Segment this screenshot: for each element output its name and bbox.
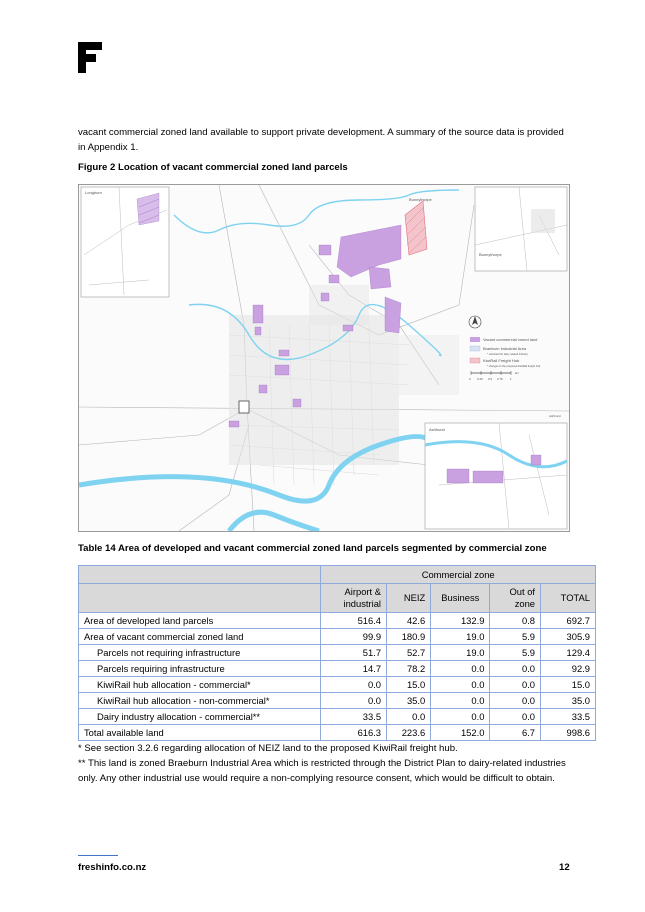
col-header-neiz: NEIZ: [387, 584, 431, 613]
inset-label-longburn: Longburn: [85, 190, 102, 195]
legend-label-vacant: Vacant commercial zoned land: [483, 337, 538, 342]
cell-value: 692.7: [541, 613, 596, 629]
table-group-header-row: [79, 566, 596, 584]
cell-value: 15.0: [387, 677, 431, 693]
cell-value: 42.6: [387, 613, 431, 629]
cell-value: 0.0: [431, 709, 490, 725]
inset-label-ashhurst: Ashhurst: [429, 427, 445, 432]
scale-label-4: 1: [510, 377, 512, 381]
cell-value: 129.4: [541, 645, 596, 661]
col-header-total: TOTAL: [541, 584, 596, 613]
cell-value: 132.9: [431, 613, 490, 629]
map-label-bunnythorpe: Bunnythorpe: [409, 197, 432, 202]
map-legend: [469, 337, 541, 381]
cell-value: 0.0: [490, 661, 541, 677]
commercial-land-table: [78, 565, 596, 741]
map-label-ashhurst-road: Ashhurst: [549, 414, 561, 418]
commercial-zone-header: Commercial zone: [321, 566, 596, 584]
scale-label-2: 0.5: [488, 377, 493, 381]
table-row: [79, 725, 596, 741]
scale-unit: km: [515, 371, 519, 375]
row-label: KiwiRail hub allocation - commercial*: [79, 677, 321, 693]
table-row: [79, 693, 596, 709]
table-caption: Table 14 Area of developed and vacant commercial zoned land parcels segmented by commercial zone: [78, 543, 547, 554]
table-column-header-row: [79, 584, 596, 613]
cell-value: 223.6: [387, 725, 431, 741]
cell-value: 19.0: [431, 645, 490, 661]
cell-value: 0.0: [321, 693, 387, 709]
cell-value: 516.4: [321, 613, 387, 629]
cell-value: 6.7: [490, 725, 541, 741]
table-row: [79, 613, 596, 629]
cell-value: 0.0: [490, 709, 541, 725]
scale-label-3: 0.75: [497, 377, 503, 381]
col-header-business: Business: [431, 584, 490, 613]
footer-rule: [78, 855, 118, 856]
table-row: [79, 645, 596, 661]
cell-value: 0.0: [431, 661, 490, 677]
cell-value: 5.9: [490, 645, 541, 661]
note-neiz: * See section 3.2.6 regarding allocation of NEIZ land to the proposed KiwiRail freight hub.: [78, 743, 458, 754]
cell-value: 305.9: [541, 629, 596, 645]
header-blank-cell: [79, 584, 321, 613]
scale-bar: [469, 371, 520, 381]
vacant-land-map: [78, 184, 570, 532]
cell-value: 0.0: [431, 693, 490, 709]
cell-value: 0.0: [490, 677, 541, 693]
map-canvas: [79, 185, 569, 531]
scale-label-0: 0: [469, 377, 471, 381]
row-label: Total available land: [79, 725, 321, 741]
cell-value: 33.5: [541, 709, 596, 725]
cell-value: 152.0: [431, 725, 490, 741]
row-label: Parcels requiring infrastructure: [79, 661, 321, 677]
table-row: [79, 629, 596, 645]
cell-value: 180.9: [387, 629, 431, 645]
figure-caption: Figure 2 Location of vacant commercial zoned land parcels: [78, 162, 348, 173]
legend-label-braeburn: Braeburn Industrial Area: [483, 346, 527, 351]
body-paragraph: vacant commercial zoned land available to support private development. A summary of the source data is provided in Appendix 1.: [78, 127, 564, 153]
cell-value: 0.8: [490, 613, 541, 629]
cell-value: 52.7: [387, 645, 431, 661]
table-row: [79, 709, 596, 725]
cell-value: 92.9: [541, 661, 596, 677]
inset-label-bunnythorpe: Bunnythorpe: [479, 252, 502, 257]
scale-label-1: 0.25: [477, 377, 483, 381]
cell-value: 616.3: [321, 725, 387, 741]
cell-value: 35.0: [541, 693, 596, 709]
col-header-out-of-zone: Out of zone: [490, 584, 541, 613]
cell-value: 0.0: [431, 677, 490, 693]
row-label: Dairy industry allocation - commercial**: [79, 709, 321, 725]
table-row: [79, 661, 596, 677]
cell-value: 0.0: [321, 677, 387, 693]
table-row: [79, 677, 596, 693]
row-label: KiwiRail hub allocation - non-commercial*: [79, 693, 321, 709]
cell-value: 0.0: [490, 693, 541, 709]
freshinfo-logo: [78, 42, 102, 73]
header-blank-cell: [79, 566, 321, 584]
cell-value: 33.5: [321, 709, 387, 725]
row-label: Parcels not requiring infrastructure: [79, 645, 321, 661]
legend-note-kiwirail: * changes to the proposed KiwiRail freight hub: [487, 365, 541, 368]
legend-label-kiwirail: KiwiRail Freight Hub: [483, 358, 520, 363]
cell-value: 14.7: [321, 661, 387, 677]
row-label: Area of vacant commercial zoned land: [79, 629, 321, 645]
legend-note-braeburn: * restricted for dairy related industry: [487, 353, 528, 356]
note-braeburn: ** This land is zoned Braeburn Industrial Area which is restricted through the District Plan to dairy-related industries only. Any other industrial use would require a non-complying resource consent, which would be difficult to obtain.: [78, 758, 566, 784]
page-number: 12: [559, 862, 570, 873]
cell-value: 0.0: [387, 709, 431, 725]
table-notes: [78, 741, 568, 786]
cell-value: 19.0: [431, 629, 490, 645]
cell-value: 78.2: [387, 661, 431, 677]
cell-value: 99.9: [321, 629, 387, 645]
col-header-airport: Airport & industrial: [321, 584, 387, 613]
cell-value: 5.9: [490, 629, 541, 645]
cell-value: 998.6: [541, 725, 596, 741]
cell-value: 35.0: [387, 693, 431, 709]
cell-value: 51.7: [321, 645, 387, 661]
footer-site-link[interactable]: freshinfo.co.nz: [78, 862, 147, 873]
row-label: Area of developed land parcels: [79, 613, 321, 629]
cell-value: 15.0: [541, 677, 596, 693]
